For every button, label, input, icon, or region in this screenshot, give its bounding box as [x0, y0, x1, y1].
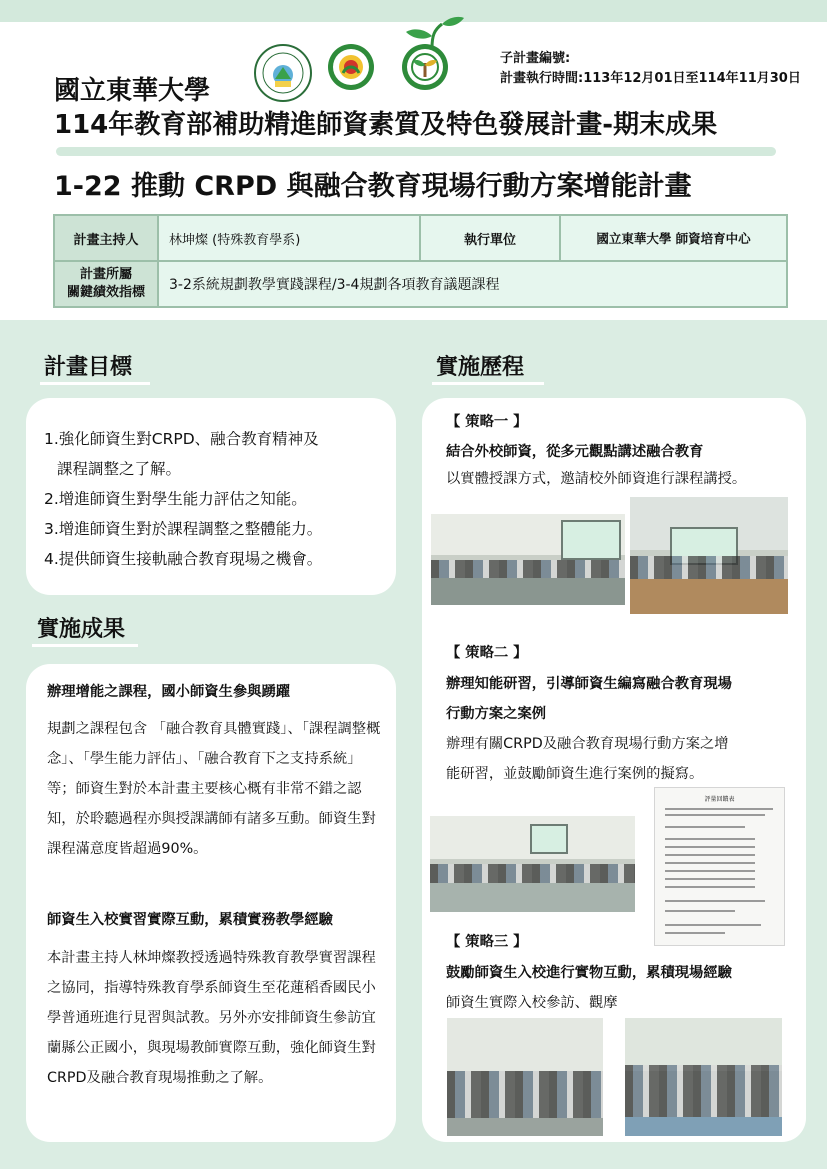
classroom-lecture-photo-1: [431, 514, 625, 605]
goals-heading: 計畫目標: [44, 355, 133, 380]
strategy-3-desc: 師資生實際入校參訪、觀摩: [446, 995, 618, 1011]
process-heading: 實施歷程: [436, 355, 525, 380]
kpi-label-line-1: 計畫所屬: [79, 267, 132, 282]
process-underline: [432, 382, 544, 385]
unit-label: 執行單位: [420, 215, 560, 261]
results-paragraph-2: 本計畫主持人林坤燦教授透過特殊教育教學實習課程之協同，指導特殊教育學系師資生至花蓮稻香國民小學普通班進行見習與試教。另外亦安排師資生參訪宜蘭縣公正國小，與現場教師實際互動，強化師資生對CRPD及融合教育現場推動之了解。: [47, 950, 376, 1086]
results-heading: 實施成果: [37, 617, 126, 642]
strategy-1-label: 【 策略一 】: [446, 414, 528, 430]
info-table: [53, 214, 788, 308]
classroom-lecture-photo-2: [630, 497, 788, 614]
goal-item: 3.增進師資生對於課程調整之整體能力。: [44, 520, 323, 538]
strategy-1-title: 結合外校師資，從多元觀點講述融合教育: [446, 444, 704, 460]
strategy-3-label: 【 策略三 】: [446, 934, 528, 950]
sub-project-code: 子計畫編號:: [500, 51, 571, 66]
strategy-1-desc: 以實體授課方式，邀請校外師資進行課程講授。: [446, 471, 747, 487]
kpi-value: 3-2系統規劃教學實踐課程/3-4規劃各項教育議題課程: [158, 261, 787, 307]
feedback-form-title: 評量回饋表: [704, 796, 735, 803]
results-paragraph-1: 規劃之課程包含 「融合教育具體實踐」、「課程調整概念」、「學生能力評估」、「融合教育下之支持系統」等；師資生對於本計畫主要核心概有非常不錯之認知，於聆聽過程亦與授課講師有諸多互動。師資生對課程滿意度皆超過90%。: [47, 721, 381, 857]
results-underline: [32, 644, 138, 647]
strategy-2-label: 【 策略二 】: [446, 645, 528, 661]
results-subheading-1: 辦理增能之課程，國小師資生參與踴躍: [47, 684, 291, 700]
strategy-2-desc-line-1: 辦理有關CRPD及融合教育現場行動方案之增: [446, 736, 729, 752]
strategy-2-desc-line-2: 能研習，並鼓勵師資生進行案例的擬寫。: [446, 766, 704, 782]
goal-item: 4.提供師資生接軌融合教育現場之機會。: [44, 550, 323, 568]
workshop-photo: [430, 816, 635, 912]
goal-item: 2.增進師資生對學生能力評估之知能。: [44, 490, 307, 508]
strategy-3-title: 鼓勵師資生入校進行實物互動，累積現場經驗: [446, 965, 732, 981]
university-name: 國立東華大學: [54, 76, 211, 106]
university-logo: [328, 44, 374, 90]
feedback-form-document: [654, 787, 785, 946]
school-visit-photo-2: [625, 1018, 782, 1136]
sprout-icon: [396, 14, 466, 48]
results-subheading-2: 師資生入校實習實際互動，累積實務教學經驗: [47, 912, 333, 928]
kpi-label: [54, 261, 158, 307]
kpi-label-line-2: 關鍵績效指標: [66, 285, 145, 300]
title-divider: [56, 147, 776, 156]
unit-value: 國立東華大學 師資培育中心: [560, 215, 787, 261]
teacher-center-logo: [402, 44, 448, 90]
host-value: 林坤燦 (特殊教育學系): [158, 215, 420, 261]
goal-item: 課程調整之了解。: [57, 460, 182, 478]
strategy-2-title-line-1: 辦理知能研習，引導師資生編寫融合教育現場: [446, 676, 732, 692]
host-label: 計畫主持人: [54, 215, 158, 261]
main-title: 114年教育部補助精進師資素質及特色發展計畫-期末成果: [54, 110, 718, 140]
project-title: 1-22 推動 CRPD 與融合教育現場行動方案增能計畫: [54, 171, 692, 202]
goal-item: 1.強化師資生對CRPD、融合教育精神及: [44, 430, 319, 448]
strategy-2-title-line-2: 行動方案之案例: [446, 706, 547, 722]
execution-period: 計畫執行時間:113年12月01日至114年11月30日: [500, 71, 801, 86]
goals-underline: [40, 382, 150, 385]
school-visit-photo-1: [447, 1018, 603, 1136]
ministry-of-education-logo: [254, 44, 312, 102]
